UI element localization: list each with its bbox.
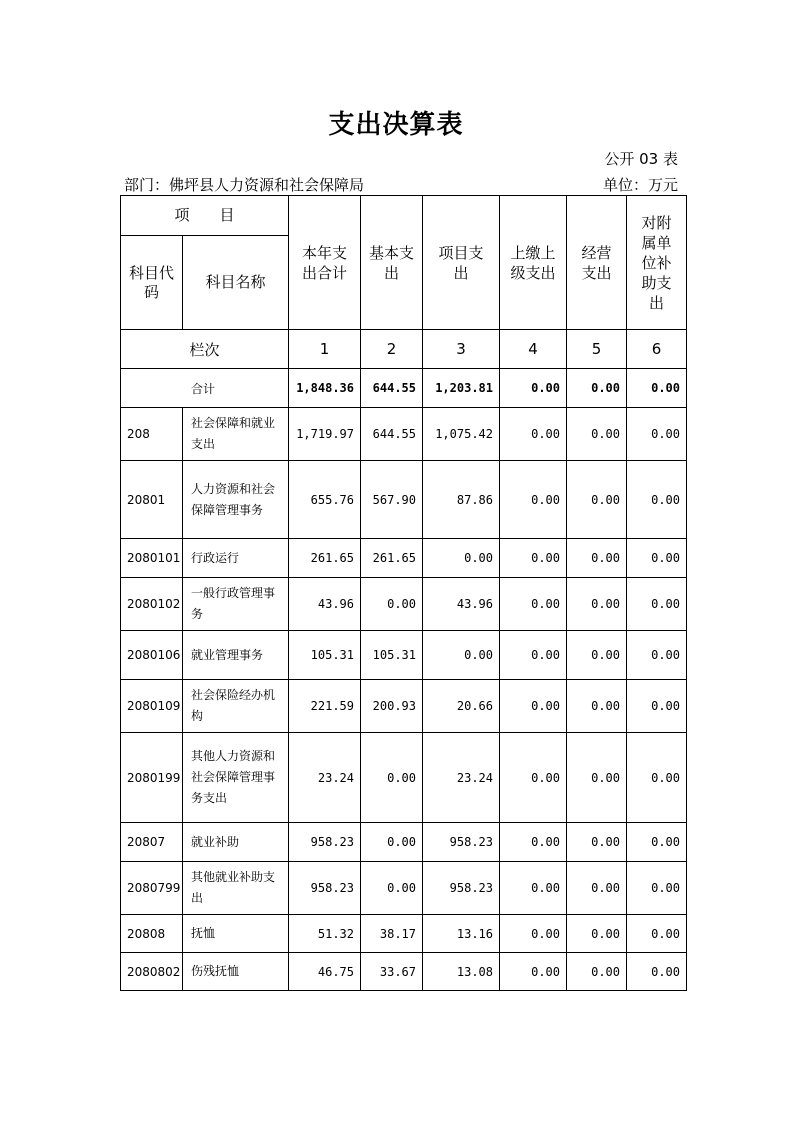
row-value: 23.24 xyxy=(289,733,361,823)
row-value: 0.00 xyxy=(500,953,567,991)
row-value: 38.17 xyxy=(361,915,423,953)
row-value: 0.00 xyxy=(500,461,567,539)
table-row xyxy=(121,631,687,680)
row-value: 0.00 xyxy=(567,915,627,953)
row-value: 13.16 xyxy=(423,915,500,953)
table-row xyxy=(121,733,687,823)
row-name: 行政运行 xyxy=(183,539,289,578)
row-value: 0.00 xyxy=(567,408,627,461)
row-value: 958.23 xyxy=(289,823,361,862)
table-row xyxy=(121,680,687,733)
row-code: 20801 xyxy=(121,461,183,539)
row-value: 0.00 xyxy=(500,680,567,733)
row-value: 0.00 xyxy=(361,578,423,631)
row-value: 0.00 xyxy=(567,680,627,733)
row-code: 2080102 xyxy=(121,578,183,631)
row-value: 13.08 xyxy=(423,953,500,991)
header-col4: 上缴上级支出 xyxy=(500,196,567,330)
row-value: 23.24 xyxy=(423,733,500,823)
row-value: 221.59 xyxy=(289,680,361,733)
table-row xyxy=(121,461,687,539)
row-name: 就业补助 xyxy=(183,823,289,862)
row-value: 0.00 xyxy=(627,539,687,578)
row-value: 200.93 xyxy=(361,680,423,733)
row-value: 0.00 xyxy=(627,578,687,631)
row-value: 0.00 xyxy=(500,862,567,915)
row-value: 33.67 xyxy=(361,953,423,991)
row-name: 社会保障和就业支出 xyxy=(183,408,289,461)
table-row xyxy=(121,823,687,862)
row-name: 就业管理事务 xyxy=(183,631,289,680)
department-label: 部门：佛坪县人力资源和社会保障局 xyxy=(124,176,365,194)
row-value: 0.00 xyxy=(627,862,687,915)
row-value: 105.31 xyxy=(289,631,361,680)
page-title: 支出决算表 xyxy=(328,110,464,140)
row-value: 958.23 xyxy=(289,862,361,915)
row-code: 20807 xyxy=(121,823,183,862)
row-value: 0.00 xyxy=(627,461,687,539)
row-value: 0.00 xyxy=(627,408,687,461)
header-name: 科目名称 xyxy=(183,236,289,330)
row-code: 20808 xyxy=(121,915,183,953)
row-value: 0.00 xyxy=(567,733,627,823)
header-col1: 本年支出合计 xyxy=(289,196,361,330)
row-value: 87.86 xyxy=(423,461,500,539)
header-item: 项 目 xyxy=(121,196,289,236)
row-value: 0.00 xyxy=(361,823,423,862)
lanci-num: 5 xyxy=(567,330,627,369)
table-row xyxy=(121,408,687,461)
total-value: 0.00 xyxy=(500,369,567,408)
table-row xyxy=(121,578,687,631)
row-value: 0.00 xyxy=(361,733,423,823)
row-value: 0.00 xyxy=(423,539,500,578)
row-value: 958.23 xyxy=(423,823,500,862)
row-value: 1,075.42 xyxy=(423,408,500,461)
total-value: 644.55 xyxy=(361,369,423,408)
header-col6: 对附属单位补助支出 xyxy=(627,196,687,330)
row-code: 2080799 xyxy=(121,862,183,915)
lanci-label: 栏次 xyxy=(121,330,289,369)
row-name: 一般行政管理事务 xyxy=(183,578,289,631)
row-value: 105.31 xyxy=(361,631,423,680)
row-name: 社会保险经办机构 xyxy=(183,680,289,733)
row-value: 0.00 xyxy=(567,862,627,915)
row-value: 567.90 xyxy=(361,461,423,539)
table-row xyxy=(121,862,687,915)
total-row xyxy=(121,369,687,408)
expenditure-table xyxy=(120,195,687,991)
row-value: 0.00 xyxy=(627,915,687,953)
row-code: 2080106 xyxy=(121,631,183,680)
row-value: 46.75 xyxy=(289,953,361,991)
row-name: 抚恤 xyxy=(183,915,289,953)
row-name: 人力资源和社会保障管理事务 xyxy=(183,461,289,539)
row-name: 伤残抚恤 xyxy=(183,953,289,991)
row-value: 0.00 xyxy=(627,953,687,991)
row-code: 2080101 xyxy=(121,539,183,578)
lanci-row xyxy=(121,330,687,369)
row-value: 0.00 xyxy=(500,539,567,578)
row-value: 0.00 xyxy=(567,461,627,539)
row-value: 0.00 xyxy=(627,631,687,680)
row-value: 0.00 xyxy=(500,578,567,631)
total-label: 合计 xyxy=(121,369,289,408)
table-row xyxy=(121,953,687,991)
row-value: 0.00 xyxy=(627,823,687,862)
table-row xyxy=(121,539,687,578)
header-code: 科目代码 xyxy=(121,236,183,330)
row-name: 其他就业补助支出 xyxy=(183,862,289,915)
row-code: 2080199 xyxy=(121,733,183,823)
row-value: 0.00 xyxy=(500,631,567,680)
total-value: 1,203.81 xyxy=(423,369,500,408)
lanci-num: 2 xyxy=(361,330,423,369)
total-value: 0.00 xyxy=(627,369,687,408)
row-value: 0.00 xyxy=(361,862,423,915)
header-col2: 基本支出 xyxy=(361,196,423,330)
row-value: 0.00 xyxy=(567,953,627,991)
lanci-num: 4 xyxy=(500,330,567,369)
form-code: 公开 03 表 xyxy=(604,150,678,168)
row-code: 2080109 xyxy=(121,680,183,733)
header-col3: 项目支出 xyxy=(423,196,500,330)
table-row xyxy=(121,915,687,953)
row-value: 0.00 xyxy=(627,733,687,823)
total-value: 1,848.36 xyxy=(289,369,361,408)
row-value: 43.96 xyxy=(423,578,500,631)
row-value: 0.00 xyxy=(423,631,500,680)
lanci-num: 3 xyxy=(423,330,500,369)
unit-label: 单位：万元 xyxy=(602,176,678,194)
row-name: 其他人力资源和社会保障管理事务支出 xyxy=(183,733,289,823)
lanci-num: 6 xyxy=(627,330,687,369)
row-value: 261.65 xyxy=(289,539,361,578)
row-value: 20.66 xyxy=(423,680,500,733)
row-value: 51.32 xyxy=(289,915,361,953)
row-value: 644.55 xyxy=(361,408,423,461)
row-value: 958.23 xyxy=(423,862,500,915)
row-value: 0.00 xyxy=(500,915,567,953)
row-value: 0.00 xyxy=(500,823,567,862)
row-value: 0.00 xyxy=(567,578,627,631)
total-value: 0.00 xyxy=(567,369,627,408)
row-code: 2080802 xyxy=(121,953,183,991)
row-value: 0.00 xyxy=(500,408,567,461)
lanci-num: 1 xyxy=(289,330,361,369)
row-value: 0.00 xyxy=(627,680,687,733)
row-value: 655.76 xyxy=(289,461,361,539)
row-value: 261.65 xyxy=(361,539,423,578)
row-value: 0.00 xyxy=(567,823,627,862)
row-value: 0.00 xyxy=(500,733,567,823)
row-value: 43.96 xyxy=(289,578,361,631)
row-value: 0.00 xyxy=(567,631,627,680)
row-code: 208 xyxy=(121,408,183,461)
row-value: 1,719.97 xyxy=(289,408,361,461)
row-value: 0.00 xyxy=(567,539,627,578)
header-col5: 经营支出 xyxy=(567,196,627,330)
